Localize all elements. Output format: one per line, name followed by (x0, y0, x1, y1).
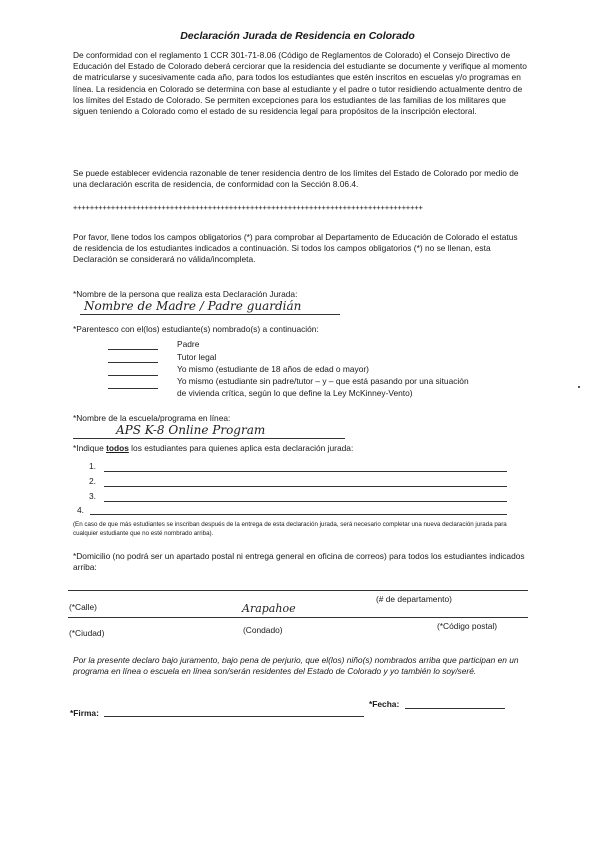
scan-speck (578, 386, 580, 388)
student-number-2: 2. (89, 476, 96, 486)
apt-label: (# de departamento) (376, 594, 452, 604)
relationship-option-tutor: Tutor legal (177, 352, 217, 362)
instructions-paragraph: Por favor, llene todos los campos obligatorios (*) para comprobar al Departamento de Educación de Colorado el estatus de residencia de los estudiantes indicados a continuación. Si todos los campos obligatorios (*) no se llenan, esta Declaración se considerará no válida/incompleta. (73, 232, 518, 265)
student-line-3[interactable] (104, 501, 507, 502)
student-number-1: 1. (89, 461, 96, 471)
separator-line: +++++++++++++++++++++++++++++++++++++++++++++++++++++++++++++++++++++++++++++++++++ (73, 204, 423, 212)
street-line[interactable] (68, 590, 528, 591)
street-label: (*Calle) (69, 602, 97, 612)
city-line[interactable] (68, 617, 528, 618)
relationship-option-padre: Padre (177, 339, 200, 349)
relationship-option-self-mckinney-cont: de vivienda crítica, según lo que define la Ley McKinney-Vento) (177, 388, 413, 398)
date-line[interactable] (405, 708, 505, 709)
student-number-3: 3. (89, 491, 96, 501)
oath-paragraph: Por la presente declaro bajo juramento, bajo pena de perjurio, que el(los) niño(s) nombrados arriba que participan en un programa en línea o escuela en línea son/serán residentes del Estado de Colorado y yo también lo soy/seré. (73, 655, 519, 677)
address-label: *Domicilio (no podrá ser un apartado postal ni entrega general en oficina de correos) para todos los estudiantes indicados arriba: (73, 551, 525, 573)
student-line-2[interactable] (104, 486, 507, 487)
student-line-1[interactable] (104, 471, 507, 472)
declarant-line (80, 314, 340, 315)
relationship-check-self-adult[interactable] (108, 375, 158, 376)
additional-students-note: (En caso de que más estudiantes se inscriban después de la entrega de esta declaración jurada, será necesario completar una nueva declaración jurada para cualquier estudiante que no esté nombrado arriba). (73, 521, 507, 537)
county-label: (Condado) (243, 625, 283, 635)
city-label: (*Ciudad) (69, 628, 105, 638)
signature-label: *Firma: (70, 708, 99, 718)
signature-line[interactable] (104, 716, 364, 717)
school-value[interactable]: APS K-8 Online Program (116, 423, 266, 437)
student-number-4: 4. (77, 505, 84, 515)
intro-paragraph: De conformidad con el reglamento 1 CCR 301-71-8.06 (Código de Reglamentos de Colorado) el Consejo Directivo de Educación del Estado de Colorado deberá cerciorar que la residencia del estudiante se documente y verifique al momento de matricularse y sucesivamente cada año, para todos los estudiantes que estén inscritos en escuelas y/o programas en línea. La residencia en Colorado se determina con base al estudiante y el padre o tutor residiendo actualmente dentro de los límites del Estado de Colorado. Se permiten excepciones para los estudiantes de las familias de los militares que siguen teniendo a Colorado como el estado de su residencia legal para propósitos de la inscripción electoral. (73, 50, 527, 117)
student-line-4[interactable] (90, 514, 507, 515)
declarant-label: *Nombre de la persona que realiza esta Declaración Jurada: (73, 289, 298, 299)
relationship-check-tutor[interactable] (108, 362, 158, 363)
school-line (73, 438, 345, 439)
document-title: Declaración Jurada de Residencia en Colorado (180, 30, 415, 42)
county-value[interactable]: Arapahoe (242, 602, 296, 615)
school-label: *Nombre de la escuela/programa en línea: (73, 413, 231, 423)
relationship-check-self-mckinney[interactable] (108, 388, 158, 389)
relationship-check-padre[interactable] (108, 349, 158, 350)
relationship-label: *Parentesco con el(los) estudiante(s) nombrado(s) a continuación: (73, 324, 319, 334)
relationship-option-self-mckinney: Yo mismo (estudiante sin padre/tutor – y – que está pasando por una situación (177, 376, 469, 386)
evidence-paragraph: Se puede establecer evidencia razonable de tener residencia dentro de los límites del Estado de Colorado por medio de una declaración escrita de residencia, de conformidad con la Sección 8.06.4. (73, 168, 519, 190)
students-label: *Indique todos los estudiantes para quienes aplica esta declaración jurada: (73, 443, 354, 453)
date-label: *Fecha: (369, 699, 400, 709)
declarant-value[interactable]: Nombre de Madre / Padre guardián (84, 299, 302, 313)
zip-label: (*Código postal) (437, 621, 498, 631)
relationship-option-self-adult: Yo mismo (estudiante de 18 años de edad o mayor) (177, 364, 369, 374)
